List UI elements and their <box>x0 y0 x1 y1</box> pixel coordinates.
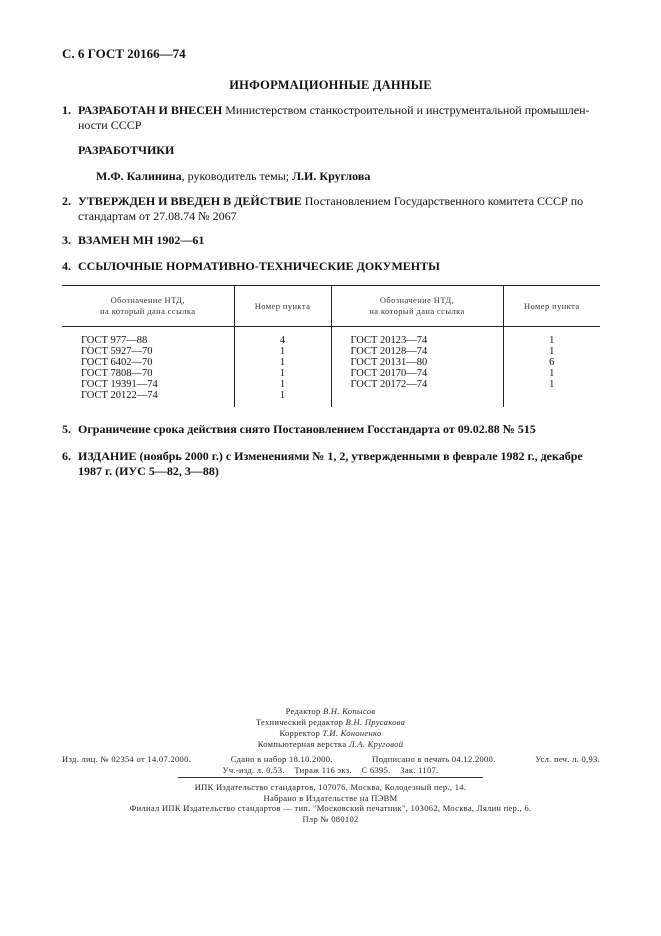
credit-name: В.Н. Прусакова <box>345 717 406 727</box>
imprint-sheets: Усл. печ. л. 0,93. <box>535 754 600 764</box>
item-num: 1 <box>279 357 286 368</box>
ntd-code: ГОСТ 20122—74 <box>81 390 158 401</box>
header-designation: Обозначение НТД, на который дана ссылка <box>331 286 503 327</box>
publisher-line: Филиал ИПК Издательство стандартов — тип. "Московский печатник", 103062, Москва, Лялин пер., 6. <box>129 803 532 813</box>
header-designation: Обозначение НТД, на который дана ссылка <box>62 286 234 327</box>
ntd-table <box>62 285 600 407</box>
credit-line: Технический редактор В.Н. Прусакова <box>255 717 406 727</box>
imprint-signed: Подписано в печать 04.12.2000. <box>372 754 496 764</box>
table-header-row <box>62 286 600 327</box>
item-num: 4 <box>279 335 286 346</box>
ntd-code: ГОСТ 20123—74 <box>350 335 428 346</box>
item-number: 1. <box>62 103 71 117</box>
item-num: 1 <box>279 368 286 379</box>
item-6 <box>62 449 602 479</box>
item-bold: РАЗРАБОТАН И ВНЕСЕН <box>78 103 223 117</box>
ntd-code: ГОСТ 20172—74 <box>350 379 428 390</box>
left-nums-cell <box>234 327 331 402</box>
developer-name: М.Ф. Калинина <box>96 169 182 183</box>
item-text: Ограничение срока действия снято Постановлением Госстандарта от 09.02.88 № 515 <box>78 422 536 436</box>
page-header: С. 6 ГОСТ 20166—74 <box>62 46 186 61</box>
ntd-code: ГОСТ 20131—80 <box>350 357 428 368</box>
item-text: ИЗДАНИЕ (ноябрь 2000 г.) с Изменениями № 1, 2, утвержденными в феврале 1982 г., декабре <box>78 449 583 463</box>
ntd-code: ГОСТ 20170—74 <box>350 368 428 379</box>
developer-role: , руководитель темы; <box>181 169 293 183</box>
item-3 <box>62 233 602 248</box>
publisher-line: ИПК Издательство стандартов, 107076, Москва, Колодезный пер., 14. <box>194 782 467 792</box>
developers-label: РАЗРАБОТЧИКИ <box>78 143 175 157</box>
item-bold: ВЗАМЕН МН 1902—61 <box>78 233 205 247</box>
item-text: Постановлением Государственного комитета СССР по <box>301 194 584 208</box>
item-bold: ССЫЛОЧНЫЕ НОРМАТИВНО-ТЕХНИЧЕСКИЕ ДОКУМЕНТЫ <box>78 259 440 273</box>
item-num: 1 <box>279 346 286 357</box>
divider <box>178 777 483 778</box>
item-text: Министерством станкостроительной и инструментальной промышлен- <box>222 103 590 117</box>
item-num: 1 <box>279 379 286 390</box>
developer-name: Л.И. Круглова <box>292 169 371 183</box>
right-codes-cell <box>331 327 503 402</box>
imprint-license: Изд. лиц. № 02354 от 14.07.2000. <box>62 754 192 764</box>
imprint-line-2: Уч.-изд. л. 0,53. Тираж 116 экз. С 6395. Зак. 1107. <box>222 765 439 775</box>
ntd-code: ГОСТ 19391—74 <box>81 379 158 390</box>
imprint-line <box>62 754 600 764</box>
item-num: 1 <box>279 390 286 401</box>
credit-name: Т.И. Кононенко <box>322 728 382 738</box>
item-4 <box>62 259 602 274</box>
header-item-number: Номер пункта <box>234 286 331 327</box>
table-row <box>62 327 600 402</box>
publisher-line: Набрано в Издательстве на ПЭВМ <box>263 792 398 803</box>
item-num: 1 <box>549 346 555 357</box>
right-nums-cell <box>503 327 600 402</box>
developers-list <box>96 169 370 184</box>
section-title: ИНФОРМАЦИОННЫЕ ДАННЫЕ <box>229 78 432 92</box>
item-bold: УТВЕРЖДЕН И ВВЕДЕН В ДЕЙСТВИЕ <box>78 194 302 208</box>
item-num: 6 <box>549 357 555 368</box>
item-number: 2. <box>62 194 71 208</box>
item-1 <box>62 103 602 133</box>
credit-line: Редактор В.Н. Копысов <box>285 706 376 716</box>
ntd-code: ГОСТ 7808—70 <box>81 368 153 379</box>
ntd-code: ГОСТ 977—88 <box>81 335 148 346</box>
item-number: 5. <box>62 422 71 436</box>
credit-line: Компьютерная верстка Л.А. Круговой <box>257 739 404 749</box>
credit-name: Л.А. Круговой <box>348 739 404 749</box>
publisher-line: Плр № 080102 <box>302 813 359 824</box>
item-2 <box>62 194 602 224</box>
item-text-continued: ности СССР <box>78 118 142 132</box>
ntd-code: ГОСТ 5927—70 <box>81 346 153 357</box>
publisher-block <box>0 782 661 824</box>
left-codes-cell <box>62 327 234 402</box>
item-num: 1 <box>549 335 555 346</box>
item-num: 1 <box>549 379 555 390</box>
item-text-continued: стандартам от 27.08.74 № 2067 <box>78 209 237 223</box>
credit-name: В.Н. Копысов <box>322 706 376 716</box>
item-number: 4. <box>62 259 71 273</box>
item-number: 6. <box>62 449 71 463</box>
imprint-typeset: Сдано в набор 18.10.2000. <box>230 754 333 764</box>
credit-line: Корректор Т.И. Кононенко <box>279 728 382 738</box>
item-number: 3. <box>62 233 71 247</box>
ntd-code: ГОСТ 6402—70 <box>81 357 153 368</box>
item-num: 1 <box>549 368 555 379</box>
item-5 <box>62 422 602 437</box>
ntd-code: ГОСТ 20128—74 <box>350 346 428 357</box>
item-text-continued: 1987 г. (ИУС 5—82, 3—88) <box>78 464 219 478</box>
header-item-number: Номер пункта <box>503 286 600 327</box>
